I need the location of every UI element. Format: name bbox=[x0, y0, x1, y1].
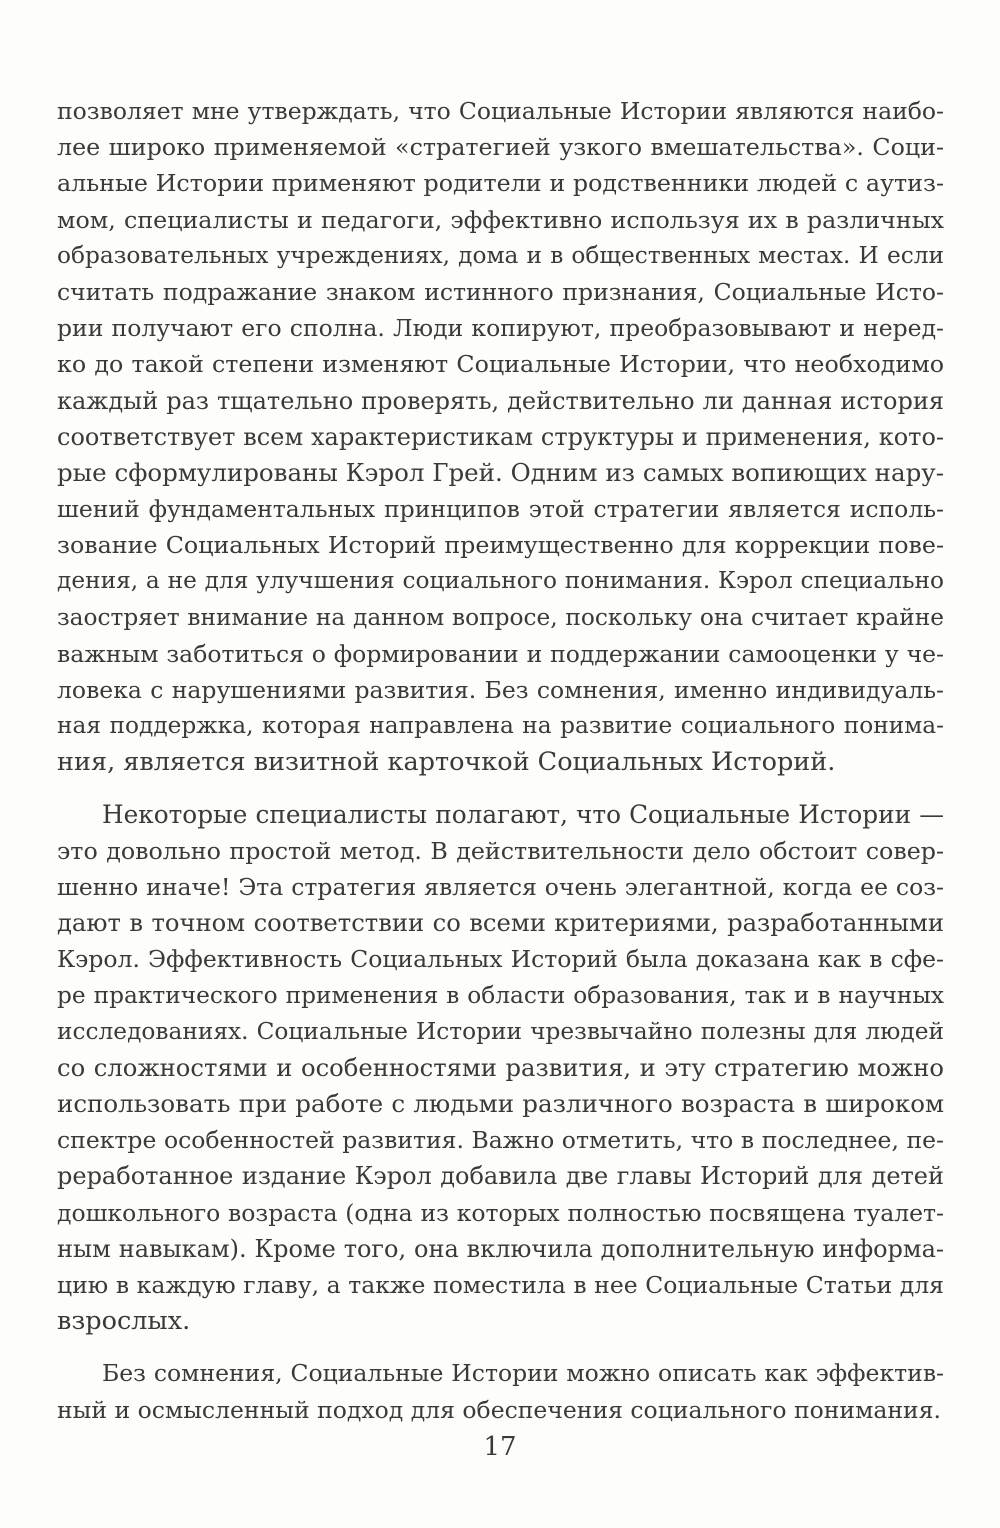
text-line: позволяет мне утверждать, что Социальные Истории являются наибо- bbox=[57, 97, 944, 125]
text-line: соответствует всем характеристикам структуры и применения, кото- bbox=[57, 422, 944, 451]
text-line: исследованиях. Социальные Истории чрезвычайно полезны для людей bbox=[57, 1017, 944, 1045]
text-line: ко до такой степени изменяют Социальные Истории, что необходимо bbox=[57, 350, 944, 379]
text-line: рии получают его сполна. Люди копируют, преобразовывают и неред- bbox=[57, 314, 944, 343]
text-line: образовательных учреждениях, дома и в общественных местах. И если bbox=[57, 241, 944, 269]
text-line: Кэрол. Эффективность Социальных Историй была доказана как в сфе- bbox=[57, 945, 944, 974]
paragraph bbox=[57, 1355, 944, 1427]
text-line: цию в каждую главу, а также поместила в нее Социальные Статьи для bbox=[57, 1271, 944, 1299]
text-line: дошкольного возраста (одна из которых полностью посвящена туалет- bbox=[57, 1198, 944, 1227]
text-line: взрослых. bbox=[57, 1306, 191, 1337]
text-line: рые сформулированы Кэрол Грей. Одним из самых вопиющих нару- bbox=[57, 457, 944, 487]
paragraph bbox=[57, 93, 944, 781]
text-line: считать подражание знаком истинного признания, Социальные Исто- bbox=[57, 277, 944, 306]
text-line: дения, а не для улучшения социального понимания. Кэрол специально bbox=[57, 567, 944, 595]
text-line: ловека с нарушениями развития. Без сомнения, именно индивидуаль- bbox=[57, 676, 944, 704]
text-line: использовать при работе с людьми различного возраста в широком bbox=[57, 1089, 944, 1119]
text-line: шений фундаментальных принципов этой стратегии является исполь- bbox=[57, 495, 944, 524]
text-line: реработанное издание Кэрол добавила две главы Историй для детей bbox=[57, 1162, 944, 1191]
text-line: ре практического применения в области образования, так и в научных bbox=[57, 981, 944, 1009]
text-line: Некоторые специалисты полагают, что Социальные Истории — bbox=[102, 799, 944, 829]
text-line: альные Истории применяют родители и родственники людей с аутиз- bbox=[57, 169, 944, 198]
text-line: лее широко применяемой «стратегией узкого вмешательства». Соци- bbox=[57, 133, 944, 162]
text-line: ния, является визитной карточкой Социальных Историй. bbox=[57, 747, 836, 778]
text-line: Без сомнения, Социальные Истории можно описать как эффектив- bbox=[102, 1359, 944, 1388]
body-text bbox=[57, 93, 944, 1428]
text-line: дают в точном соответствии со всеми критериями, разработанными bbox=[57, 908, 944, 938]
paragraph-gap bbox=[57, 1339, 944, 1355]
text-line: это довольно простой метод. В действительности дело обстоит совер- bbox=[57, 836, 944, 865]
text-line: спектре особенностей развития. Важно отметить, что в последнее, пе- bbox=[57, 1126, 944, 1155]
text-line: каждый раз тщательно проверять, действительно ли данная история bbox=[57, 386, 944, 415]
text-line: ным навыкам). Кроме того, она включила дополнительную информа- bbox=[57, 1234, 944, 1263]
paragraph-gap bbox=[57, 781, 944, 797]
text-line: шенно иначе! Эта стратегия является очень элегантной, когда ее соз- bbox=[57, 872, 944, 901]
text-line: важным заботиться о формировании и поддержании самооценки у че- bbox=[57, 639, 944, 668]
paragraph bbox=[57, 797, 944, 1340]
text-line: зование Социальных Историй преимущественно для коррекции пове- bbox=[57, 531, 944, 560]
text-line: ный и осмысленный подход для обеспечения социального понимания. bbox=[57, 1395, 942, 1424]
text-line: заостряет внимание на данном вопросе, поскольку она считает крайне bbox=[57, 603, 944, 631]
page-number: 17 bbox=[483, 1432, 517, 1462]
text-line: ная поддержка, которая направлена на развитие социального понима- bbox=[57, 712, 944, 740]
text-line: мом, специалисты и педагоги, эффективно используя их в различных bbox=[57, 205, 944, 234]
text-line: со сложностями и особенностями развития, и эту стратегию можно bbox=[57, 1052, 944, 1082]
